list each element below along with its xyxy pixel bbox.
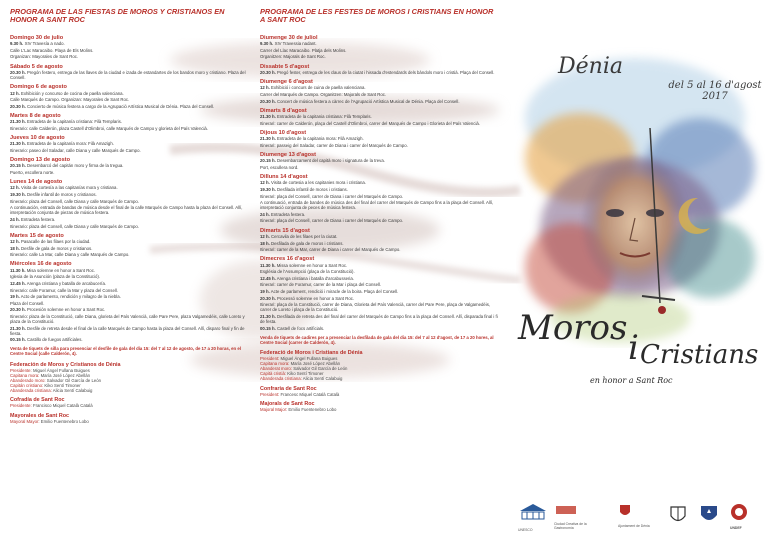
event-description: Itinerari: plaça del Consell, carrer de Diana i carrer del Marqués de Campo. [260, 218, 404, 224]
event-description: Pregón festero, entrega de las llaves de la ciudad e izada de estandartes de los bandos moro y cristiano. Plaza del Consell. [10, 69, 246, 80]
event-line [10, 70, 248, 80]
event-line [260, 326, 500, 331]
member-name: Francesc Miquel Català Català [279, 391, 340, 397]
day-date: Sábado 5 de agosto [10, 63, 63, 70]
event-description: Castell de focs artificials. [275, 325, 325, 331]
event-line [260, 99, 500, 104]
event-description: Desembarcament del capità moro i signatura de la treva. [275, 158, 385, 164]
event-description: Desfilada de gala de moros i cristians. [269, 240, 344, 246]
event-description: Itinerario: plaza del Consell, calle Diana y calle Marqués de Campo. [10, 198, 139, 204]
organizer-block [10, 362, 248, 394]
member-role: Abanderada cristiana: [10, 388, 52, 394]
event-description: Acto de parlamento, rendición y milagro de la niebla. [19, 294, 121, 300]
event-line [260, 296, 500, 301]
organizer-title: Mayorales de Sant Roc [10, 412, 70, 419]
event-description: Castillo de fuegos artificiales. [25, 337, 83, 343]
event-time: 20.15 h. [10, 163, 26, 169]
program-column-catalan [260, 8, 500, 416]
day-block [260, 228, 500, 253]
organizer-block [260, 350, 500, 382]
organizer-block [260, 401, 500, 412]
event-time: 24 h. [10, 216, 20, 222]
event-line [260, 269, 500, 274]
poster-title-cristians: Cristians [640, 340, 759, 370]
event-description: Itinerari: carrer de Foramur, carrer de la Mar i plaça del Consell. [260, 282, 382, 288]
event-description: Pasacalle de las filaes por la ciudad. [19, 239, 91, 245]
event-description: Itinerario: plaza del Consell, calle Diana y calle Marqués de Campo. [10, 223, 139, 229]
event-description: Itinerario: paseo del Saladar, calle Diana y calle Marqués de Campo. [10, 147, 141, 153]
days-list [10, 35, 248, 343]
event-description: Itinerario: calle La Mar, calle Diana y calle Marqués de Campo. [10, 252, 130, 258]
day-block [10, 179, 248, 229]
event-description: Carrer del Llac Maracaibo. Platja dels Molins. [260, 47, 347, 53]
member-role: Presidente: [10, 367, 32, 373]
member-name: Alicia Sentí Calabuig [301, 376, 343, 382]
organizer-member [10, 388, 248, 393]
event-description: Entradeta de la capitania cristiana: Filà Templaris. [275, 114, 372, 120]
day-date: Lunes 14 de agosto [10, 179, 63, 186]
ajuntament-logo: Ajuntament de Dénia [618, 503, 658, 528]
organizer-title: Federació de Moros i Cristians de Dénia [260, 349, 363, 356]
ticket-sale-note: Venda de tiquets de cadires per a presenciar la desfilada de gala del dia 15: del 7 al 12 d'agost, de 17 a 20 hores, al Centre Social (carrer de Calderón, 4). [260, 334, 494, 345]
days-list [260, 35, 500, 331]
event-description: Itinerari: plaça del Consell, carrer de Diana i carrer del Marqués de Campo. [260, 193, 404, 199]
event-time: 12 h. [260, 180, 270, 186]
event-time: 21.30 h. [260, 136, 276, 142]
day-block [260, 108, 500, 126]
event-description: Arenga cristiana y batalla de arcabucería. [25, 280, 107, 286]
program-title: PROGRAMA DE LES FESTES DE MOROS I CRISTIANS EN HONOR A SANT ROC [260, 7, 494, 25]
event-time: 11.30 h. [10, 267, 26, 273]
event-line [260, 218, 500, 223]
member-name: María José López Abellán [289, 361, 341, 367]
poster-subtitle: en honor a Sant Roc [590, 376, 673, 385]
city-shield-icon [618, 503, 632, 519]
event-time: 12 h. [260, 233, 270, 239]
event-line [10, 126, 248, 131]
day-block [260, 35, 500, 60]
event-description: Missa solemne en honor a Sant Roc. [275, 262, 348, 268]
member-name: Salvador Gil García de León [45, 377, 102, 383]
event-line [10, 163, 248, 168]
member-role: Presidente: [10, 403, 32, 409]
unesco-logo: UNESCO [518, 503, 548, 532]
event-line [260, 158, 500, 163]
event-line [10, 314, 248, 324]
day-date: Diumenge 13 d'agost [260, 151, 317, 158]
day-date: Dimarts 15 d'agost [260, 227, 310, 234]
event-line [10, 199, 248, 204]
event-time: 21.30 h. [260, 114, 276, 120]
event-time: 12.45 h. [260, 275, 276, 281]
event-description: Itinerari: carrer de Calderón, plaça del Castell d'Olimbroi, carrer del Marqués de Campo i Glorieta del País Valencià. [260, 120, 480, 126]
event-time: 19.30 h. [260, 186, 276, 192]
event-line [260, 165, 500, 170]
event-description: Procesión solemne en honor a Sant Roc. [25, 307, 106, 313]
event-line [10, 294, 248, 299]
event-line [260, 247, 500, 252]
event-description: Entradeta de la capitanía mora: Filà Amazigh. [25, 141, 114, 147]
event-description: Misa solemne en honor a Sant Roc. [25, 267, 96, 273]
poster-title-i: i [628, 328, 639, 368]
organizer-title: Federación de Moros y Cristianos de Dénia [10, 361, 121, 368]
member-role: Abanderado moro: [10, 377, 46, 383]
event-description: Pregó fester, entrega de les claus de la ciutat i hissada d'estendards dels bàndols moro i cristià. Plaça del Consell. [275, 69, 495, 75]
event-line [260, 54, 500, 59]
event-description: Desembarcó del capitán moro y firma de la tregua. [25, 163, 124, 169]
event-line [10, 268, 248, 273]
event-description: Entradeta festera. [19, 216, 56, 222]
member-role: Abanderada cristiana: [260, 376, 302, 382]
event-line [260, 180, 500, 185]
event-line [10, 54, 248, 59]
event-time: 20.15 h. [260, 158, 276, 164]
event-line [10, 170, 248, 175]
member-role: Mayoral Mayor: [10, 418, 40, 424]
event-line [10, 307, 248, 312]
event-description: Itinerario: calle Foramur, calle la Mar y plaza del Consell. [10, 287, 118, 293]
day-date: Martes 8 de agosto [10, 112, 61, 119]
day-date: Domingo 30 de julio [10, 34, 64, 41]
event-time: 24 h. [260, 211, 270, 217]
event-line [260, 143, 500, 148]
event-description: Desfile infantil de moros y cristianos. [25, 192, 97, 198]
day-block [260, 256, 500, 330]
day-date: Dissabte 5 d'agost [260, 63, 310, 70]
event-description: Puerto, escollera norte. [10, 169, 55, 175]
event-line [260, 41, 500, 46]
event-line [10, 192, 248, 197]
event-line [260, 70, 500, 75]
event-description: Visita de cortesía a las capitanías mora y cristiana. [19, 185, 118, 191]
organizer-block [10, 397, 248, 408]
member-role: Capitana mora: [10, 372, 40, 378]
day-block [260, 79, 500, 104]
event-description: Carrer del Marqués de Campo. Organitzen: Majorals de Sant Roc. [260, 92, 387, 97]
day-block [10, 64, 248, 81]
creative-city-logo: Ciudad Creativa de la Gastronomía [554, 503, 604, 530]
crest-logo [668, 503, 688, 532]
day-date: Martes 15 de agosto [10, 232, 64, 239]
event-description: Desfilada infantil de moros i cristians. [275, 186, 348, 192]
gastronomy-icon [554, 503, 578, 517]
day-date: Dilluns 14 d'agost [260, 173, 308, 180]
event-description: Entradeta de la capitania mora: Filà Amazigh. [275, 136, 364, 142]
day-block [10, 84, 248, 109]
organizer-member [260, 376, 500, 381]
event-line [260, 200, 500, 210]
event-time: 9.30 h. [10, 41, 24, 47]
ticket-sale-note: Venta de tiquets de silla para presenciar el desfile de gala del día 15: del 7 al 12 de agosto, de 17 a 20 horas, en el Centre Social (calle Calderón, 4). [10, 346, 241, 357]
event-time: 12 h. [10, 239, 20, 245]
event-description: Desfile de gala de moros y cristianos. [19, 245, 93, 251]
day-block [260, 174, 500, 224]
day-date: Miércoles 16 de agosto [10, 261, 72, 268]
event-description: Organitzen: Majorals de Sant Roc. [260, 54, 326, 60]
member-name: Miguel Ángel Fullana Buigues [31, 367, 90, 373]
event-time: 20.30 h. [260, 295, 276, 301]
member-role: President: [260, 356, 280, 362]
event-time: 00.15 h. [10, 337, 26, 343]
event-line [10, 337, 248, 342]
organizers-list [10, 362, 248, 424]
event-time: 20.30 h. [10, 103, 26, 109]
day-date: Dimecres 16 d'agost [260, 256, 315, 263]
event-line [10, 274, 248, 279]
event-time: 18 h. [10, 245, 20, 251]
event-line [10, 141, 248, 146]
event-line [10, 148, 248, 153]
event-line [10, 41, 248, 46]
event-time: 12.45 h. [10, 280, 26, 286]
sponsor-logos [518, 503, 763, 533]
program-title: PROGRAMA DE LAS FIESTAS DE MOROS Y CRISTIANOS EN HONOR A SANT ROC [10, 7, 225, 25]
day-date: Domingo 13 de agosto [10, 156, 70, 163]
organizer-title: Cofradía de Sant Roc [10, 397, 65, 404]
day-block [260, 64, 500, 76]
event-line [260, 114, 500, 119]
event-description: Calle L'Lac Maracaibo. Playa de Els Molins. [10, 47, 94, 53]
member-name: María José López Abellán [39, 372, 91, 378]
event-time: 20.30 h. [10, 307, 26, 313]
event-line [260, 48, 500, 53]
day-date: Diumenge 6 d'agost [260, 79, 313, 85]
event-line [260, 314, 500, 324]
poster-dates: del 5 al 16 d'agost 2017 [668, 80, 762, 102]
member-role: Abanderat moro: [260, 366, 293, 372]
festival-poster [510, 28, 765, 488]
event-line [10, 239, 248, 244]
event-time: 12 h. [10, 90, 20, 96]
unesco-icon [518, 503, 548, 523]
event-time: 11.30 h. [260, 262, 276, 268]
day-date: Dijous 10 d'agost [260, 129, 307, 136]
event-line [260, 194, 500, 199]
event-description: Itinerario: plaza de la Constitució, calle Diana, glorieta del País Valencià, calle Pare Pere, plaza Valgamedéis, calle Loreto y plaza de la Constitució. [10, 313, 245, 324]
member-name: Emilio Fuentenebro Lobo [287, 407, 337, 413]
event-line [10, 104, 248, 109]
event-line [10, 252, 248, 257]
day-block [260, 130, 500, 148]
undef-logo: UNDEF [730, 503, 748, 530]
event-line [260, 302, 500, 312]
event-line [260, 92, 500, 97]
event-line [260, 241, 500, 246]
event-time: 19.30 h. [10, 192, 26, 198]
federation-icon [698, 503, 720, 527]
member-role: Capità cristià: [260, 371, 287, 377]
event-description: XIV Travesía a nado. [23, 41, 65, 47]
event-description: Calle Marqués de Campo. Organizan: Mayorales de Sant Roc. [10, 97, 130, 103]
federation-logo [698, 503, 720, 532]
event-time: 20.30 h. [10, 69, 26, 75]
member-name: Salvador Gil García de León [292, 366, 348, 372]
organizer-block [260, 386, 500, 397]
event-description: Concert de música festera a càrrec de l'Agrupació Artística Musical de Dénia. Plaça del Consell. [275, 98, 460, 104]
poster-title-moros: Moros [518, 308, 628, 348]
member-name: Miguel Ángel Fullana Buigues [279, 356, 338, 362]
undef-icon [730, 503, 748, 521]
event-description: Exhibición y concurso de cocina de paella valenciana. [19, 90, 124, 96]
event-description: Visita de cortesia a les capitanies mora i cristiana. [269, 180, 366, 186]
event-line [10, 326, 248, 336]
event-line [10, 97, 248, 102]
event-description: Itinerario: calle Calderón, plaza Castell d'Olimbroi, calle Marqués de Campo y glorieta del País Valencià. [10, 125, 209, 131]
event-description: Port, escullera nord. [260, 164, 299, 170]
event-line [260, 289, 500, 294]
member-role: Capitana mora: [260, 361, 290, 367]
day-date: Diumenge 30 de juliol [260, 34, 318, 41]
event-line [260, 187, 500, 192]
event-time: 21.30 h. [260, 313, 276, 319]
event-description: Entradeta festera. [269, 211, 306, 217]
event-line [260, 263, 500, 268]
event-description: XIV Travessia nadant. [273, 41, 317, 47]
member-name: Kiko Sentí Timoner [286, 371, 324, 377]
event-line [10, 217, 248, 222]
day-block [10, 113, 248, 131]
organizer-block [10, 413, 248, 424]
event-time: 21.30 h. [10, 141, 26, 147]
organizer-member [10, 419, 248, 424]
event-description: Plaza del Consell. [10, 300, 45, 306]
event-line [10, 48, 248, 53]
organizers-list [260, 350, 500, 412]
day-date: Domingo 6 de agosto [10, 84, 67, 91]
event-line [10, 205, 248, 215]
event-description: Arenga cristiana i batalla d'arcabusseria. [275, 275, 354, 281]
event-description: Itinerari: plaça de la Constitució, carrer de Diana, Glorieta del País Valencià, carrer del Pare Pere, plaça de Valgamedéis, carrer de Loreto i plaça de la Constitució. [260, 302, 491, 313]
crest-icon [668, 503, 688, 527]
day-block [10, 135, 248, 153]
event-description: Cercavila de les filaes per la ciutat. [269, 233, 338, 239]
event-line [10, 288, 248, 293]
event-time: 12 h. [10, 185, 20, 191]
day-block [10, 157, 248, 175]
event-line [260, 282, 500, 287]
event-description: Acte de parlament, rendició i miracle de la boira. Plaça del Consell. [269, 289, 399, 294]
member-role: President: [260, 391, 280, 397]
event-description: Església de l'Assumpció (plaça de la Constitució). [260, 269, 355, 275]
event-line [10, 224, 248, 229]
event-description: Entradeta de la capitanía cristiana: Filà Templaris. [25, 119, 122, 125]
event-time: 00.15 h. [260, 325, 276, 331]
event-description: Desfile de retreta desde el final de la calle Marqués de Campo hasta la plaza del Consell. Allí, disparo final y fin de fiesta. [10, 325, 245, 336]
poster-city: Dénia [558, 54, 623, 79]
organizer-member [10, 403, 248, 408]
event-description: A continuació, entrada de bandes de música des del final del carrer del Marqués de Campo fins a la plaça del Consell. Allí, interpretació conjunta de peces de música festera. [260, 200, 494, 211]
event-time: 21.30 h. [10, 119, 26, 125]
member-name: Emilio Fuentenebro Lobo [39, 418, 89, 424]
member-name: Francisco Miquel Català Català [31, 403, 93, 409]
organizer-title: Confraria de Sant Roc [260, 385, 317, 392]
event-line [260, 234, 500, 239]
member-name: Kiko Sentí Timoner [43, 383, 81, 389]
event-description: Desfilada de retreta des del final del carrer del Marqués de Campo fins a la plaça del Consell. Allí, disparada final i fi de festa. [260, 313, 498, 324]
member-role: Capitán cristiano: [10, 383, 44, 389]
event-description: Itinerari: passeig del Saladar, carrer de Diana i carrer del Marqués de Campo. [260, 142, 408, 148]
event-line [260, 121, 500, 126]
event-time: 9.30 h. [260, 41, 274, 47]
member-role: Majoral Major: [260, 407, 288, 413]
day-block [10, 35, 248, 60]
day-block [10, 261, 248, 342]
event-line [10, 91, 248, 96]
event-description: Processó solemne en honor a Sant Roc. [275, 295, 355, 301]
event-time: 19 h. [10, 294, 20, 300]
event-line [10, 119, 248, 124]
program-column-spanish [10, 8, 248, 428]
organizer-member [260, 392, 500, 397]
event-line [260, 276, 500, 281]
event-description: Organizan: Mayorales de Sant Roc. [10, 54, 79, 60]
day-date: Jueves 10 de agosto [10, 134, 65, 141]
event-line [10, 301, 248, 306]
event-time: 18 h. [260, 240, 270, 246]
day-date: Dimarts 8 d'agost [260, 107, 307, 114]
event-description: Exhibició i concurs de cuina de paella valenciana. [269, 85, 366, 91]
event-description: A continuación, entrada de bandas de música desde el final de la calle Marqués de Campo hasta la plaza del Consell. Allí, interpretación conjunta de piezas de música festera. [10, 205, 243, 216]
event-time: 21.30 h. [10, 325, 26, 331]
event-time: 20.30 h. [260, 98, 276, 104]
event-line [260, 136, 500, 141]
event-line [10, 185, 248, 190]
member-name: Alicia Sentí Calabuig [51, 388, 93, 394]
event-line [10, 246, 248, 251]
event-line [260, 85, 500, 90]
event-description: Itinerari: carrer de la Mar, carrer de Diana i carrer del Marqués de Campo. [260, 247, 401, 253]
event-time: 19 h. [260, 289, 270, 294]
organizer-member [260, 407, 500, 412]
organizer-title: Majorals de Sant Roc [260, 400, 315, 407]
event-description: Iglesia de la Asunción (plaza de la Constitució). [10, 274, 101, 280]
event-description: Concierto de música festera a cargo de la Agrupació Artística Musical de Dénia. Plaza del Consell. [25, 103, 215, 109]
day-block [10, 233, 248, 258]
event-time: 12 h. [260, 85, 270, 91]
event-time: 20.30 h. [260, 69, 276, 75]
event-line [260, 212, 500, 217]
day-block [260, 152, 500, 170]
event-line [10, 281, 248, 286]
